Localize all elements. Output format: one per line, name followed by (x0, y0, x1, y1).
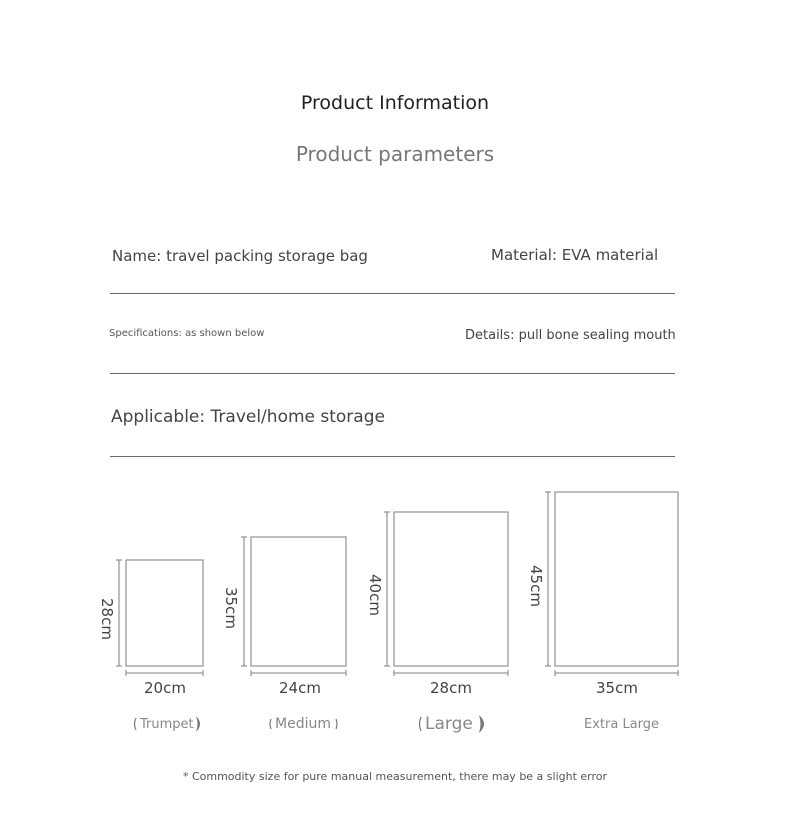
half-moon-icon (196, 716, 200, 732)
bracket-left-icon (420, 717, 422, 731)
bag-outline-medium (251, 537, 346, 666)
spec-details: Details: pull bone sealing mouth (465, 328, 676, 343)
size-name-trumpet: Trumpet (140, 717, 194, 732)
bag-outline-trumpet (126, 560, 203, 666)
half-moon-icon (479, 715, 484, 733)
bracket-right-icon (336, 719, 337, 729)
footnote: * Commodity size for pure manual measurement, there may be a slight error (182, 770, 608, 783)
height-label-extra-large: 45cm (527, 565, 545, 607)
bag-outline-extra-large (555, 492, 678, 666)
spec-material: Material: EVA material (491, 246, 659, 264)
spec-applicable: Applicable: Travel/home storage (111, 407, 385, 427)
width-label-trumpet: 20cm (144, 679, 186, 697)
size-name-medium: Medium (275, 716, 331, 732)
page-title: Product Information (300, 92, 490, 114)
width-label-large: 28cm (430, 679, 472, 697)
width-label-medium: 24cm (279, 679, 321, 697)
height-label-trumpet: 28cm (98, 598, 116, 640)
bracket-left-icon (270, 719, 271, 729)
bracket-left-icon (135, 718, 137, 730)
spec-specifications: Specifications: as shown below (109, 328, 265, 339)
size-name-large: Large (425, 714, 473, 734)
width-label-extra-large: 35cm (596, 679, 638, 697)
height-label-medium: 35cm (222, 587, 240, 629)
page-subtitle: Product parameters (295, 142, 495, 166)
spec-name: Name: travel packing storage bag (112, 247, 368, 265)
bag-outline-large (394, 512, 508, 666)
size-name-extra-large: Extra Large (584, 717, 660, 732)
height-label-large: 40cm (366, 574, 384, 616)
